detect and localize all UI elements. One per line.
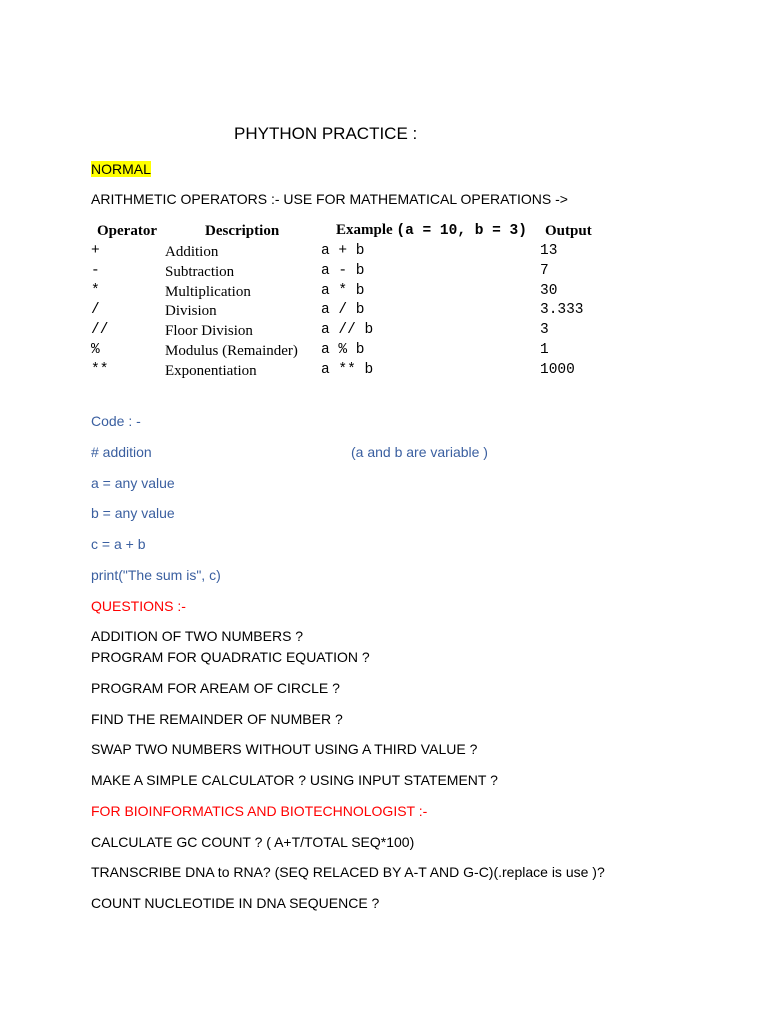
row-5-operator: // xyxy=(91,322,109,338)
code-line-1: a = any value xyxy=(91,475,175,491)
question-6: MAKE A SIMPLE CALCULATOR ? USING INPUT STATEMENT ? xyxy=(91,772,498,788)
row-7-operator: ** xyxy=(91,362,109,378)
header-description: Description xyxy=(205,223,280,239)
row-5-output: 3 xyxy=(540,322,549,338)
question-4: FIND THE REMAINDER OF NUMBER ? xyxy=(91,711,343,727)
header-example-label: Example xyxy=(336,222,393,238)
bio-heading: FOR BIOINFORMATICS AND BIOTECHNOLOGIST :- xyxy=(91,803,428,819)
code-line-2: b = any value xyxy=(91,505,175,521)
row-7-description: Exponentiation xyxy=(165,363,257,379)
code-line-3: c = a + b xyxy=(91,536,146,552)
question-1: ADDITION OF TWO NUMBERS ? xyxy=(91,628,304,644)
row-2-example: a - b xyxy=(321,263,365,279)
question-3: PROGRAM FOR AREAM OF CIRCLE ? xyxy=(91,680,340,696)
row-1-description: Addition xyxy=(165,244,219,260)
intro-text: ARITHMETIC OPERATORS :- USE FOR MATHEMATICAL OPERATIONS -> xyxy=(91,191,568,207)
row-3-output: 30 xyxy=(540,283,558,299)
code-heading: Code : - xyxy=(91,413,141,429)
row-1-output: 13 xyxy=(540,243,558,259)
row-7-example: a ** b xyxy=(321,362,374,378)
row-2-output: 7 xyxy=(540,263,549,279)
header-output: Output xyxy=(545,223,592,239)
bio-question-2: TRANSCRIBE DNA to RNA? (SEQ RELACED BY A-T AND G-C)(.replace is use )? xyxy=(91,864,605,880)
row-7-output: 1000 xyxy=(540,362,575,378)
row-6-description: Modulus (Remainder) xyxy=(165,343,298,359)
row-4-example: a / b xyxy=(321,302,365,318)
row-6-example: a % b xyxy=(321,342,365,358)
row-1-operator: + xyxy=(91,243,100,259)
row-4-description: Division xyxy=(165,303,217,319)
row-1-example: a + b xyxy=(321,243,365,259)
row-4-operator: / xyxy=(91,302,100,318)
page-title: PHYTHON PRACTICE : xyxy=(234,124,418,143)
row-6-output: 1 xyxy=(540,342,549,358)
row-2-description: Subtraction xyxy=(165,264,235,280)
bio-question-3: COUNT NUCLEOTIDE IN DNA SEQUENCE ? xyxy=(91,895,380,911)
header-example xyxy=(336,222,527,239)
row-2-operator: - xyxy=(91,263,100,279)
row-3-example: a * b xyxy=(321,283,365,299)
row-5-description: Floor Division xyxy=(165,323,253,339)
header-operator: Operator xyxy=(97,223,157,239)
row-3-description: Multiplication xyxy=(165,284,251,300)
questions-heading: QUESTIONS :- xyxy=(91,598,186,614)
row-6-operator: % xyxy=(91,342,100,358)
question-2: PROGRAM FOR QUADRATIC EQUATION ? xyxy=(91,649,370,665)
header-example-values: (a = 10, b = 3) xyxy=(396,223,527,239)
level-highlight: NORMAL xyxy=(91,161,151,177)
code-line-4: print("The sum is", c) xyxy=(91,567,221,583)
question-5: SWAP TWO NUMBERS WITHOUT USING A THIRD VALUE ? xyxy=(91,741,478,757)
bio-question-1: CALCULATE GC COUNT ? ( A+T/TOTAL SEQ*100) xyxy=(91,834,415,850)
row-3-operator: * xyxy=(91,283,100,299)
row-4-output: 3.333 xyxy=(540,302,584,318)
level-label xyxy=(91,161,151,177)
row-5-example: a // b xyxy=(321,322,374,338)
code-note: (a and b are variable ) xyxy=(351,444,488,460)
code-comment: # addition xyxy=(91,444,152,460)
